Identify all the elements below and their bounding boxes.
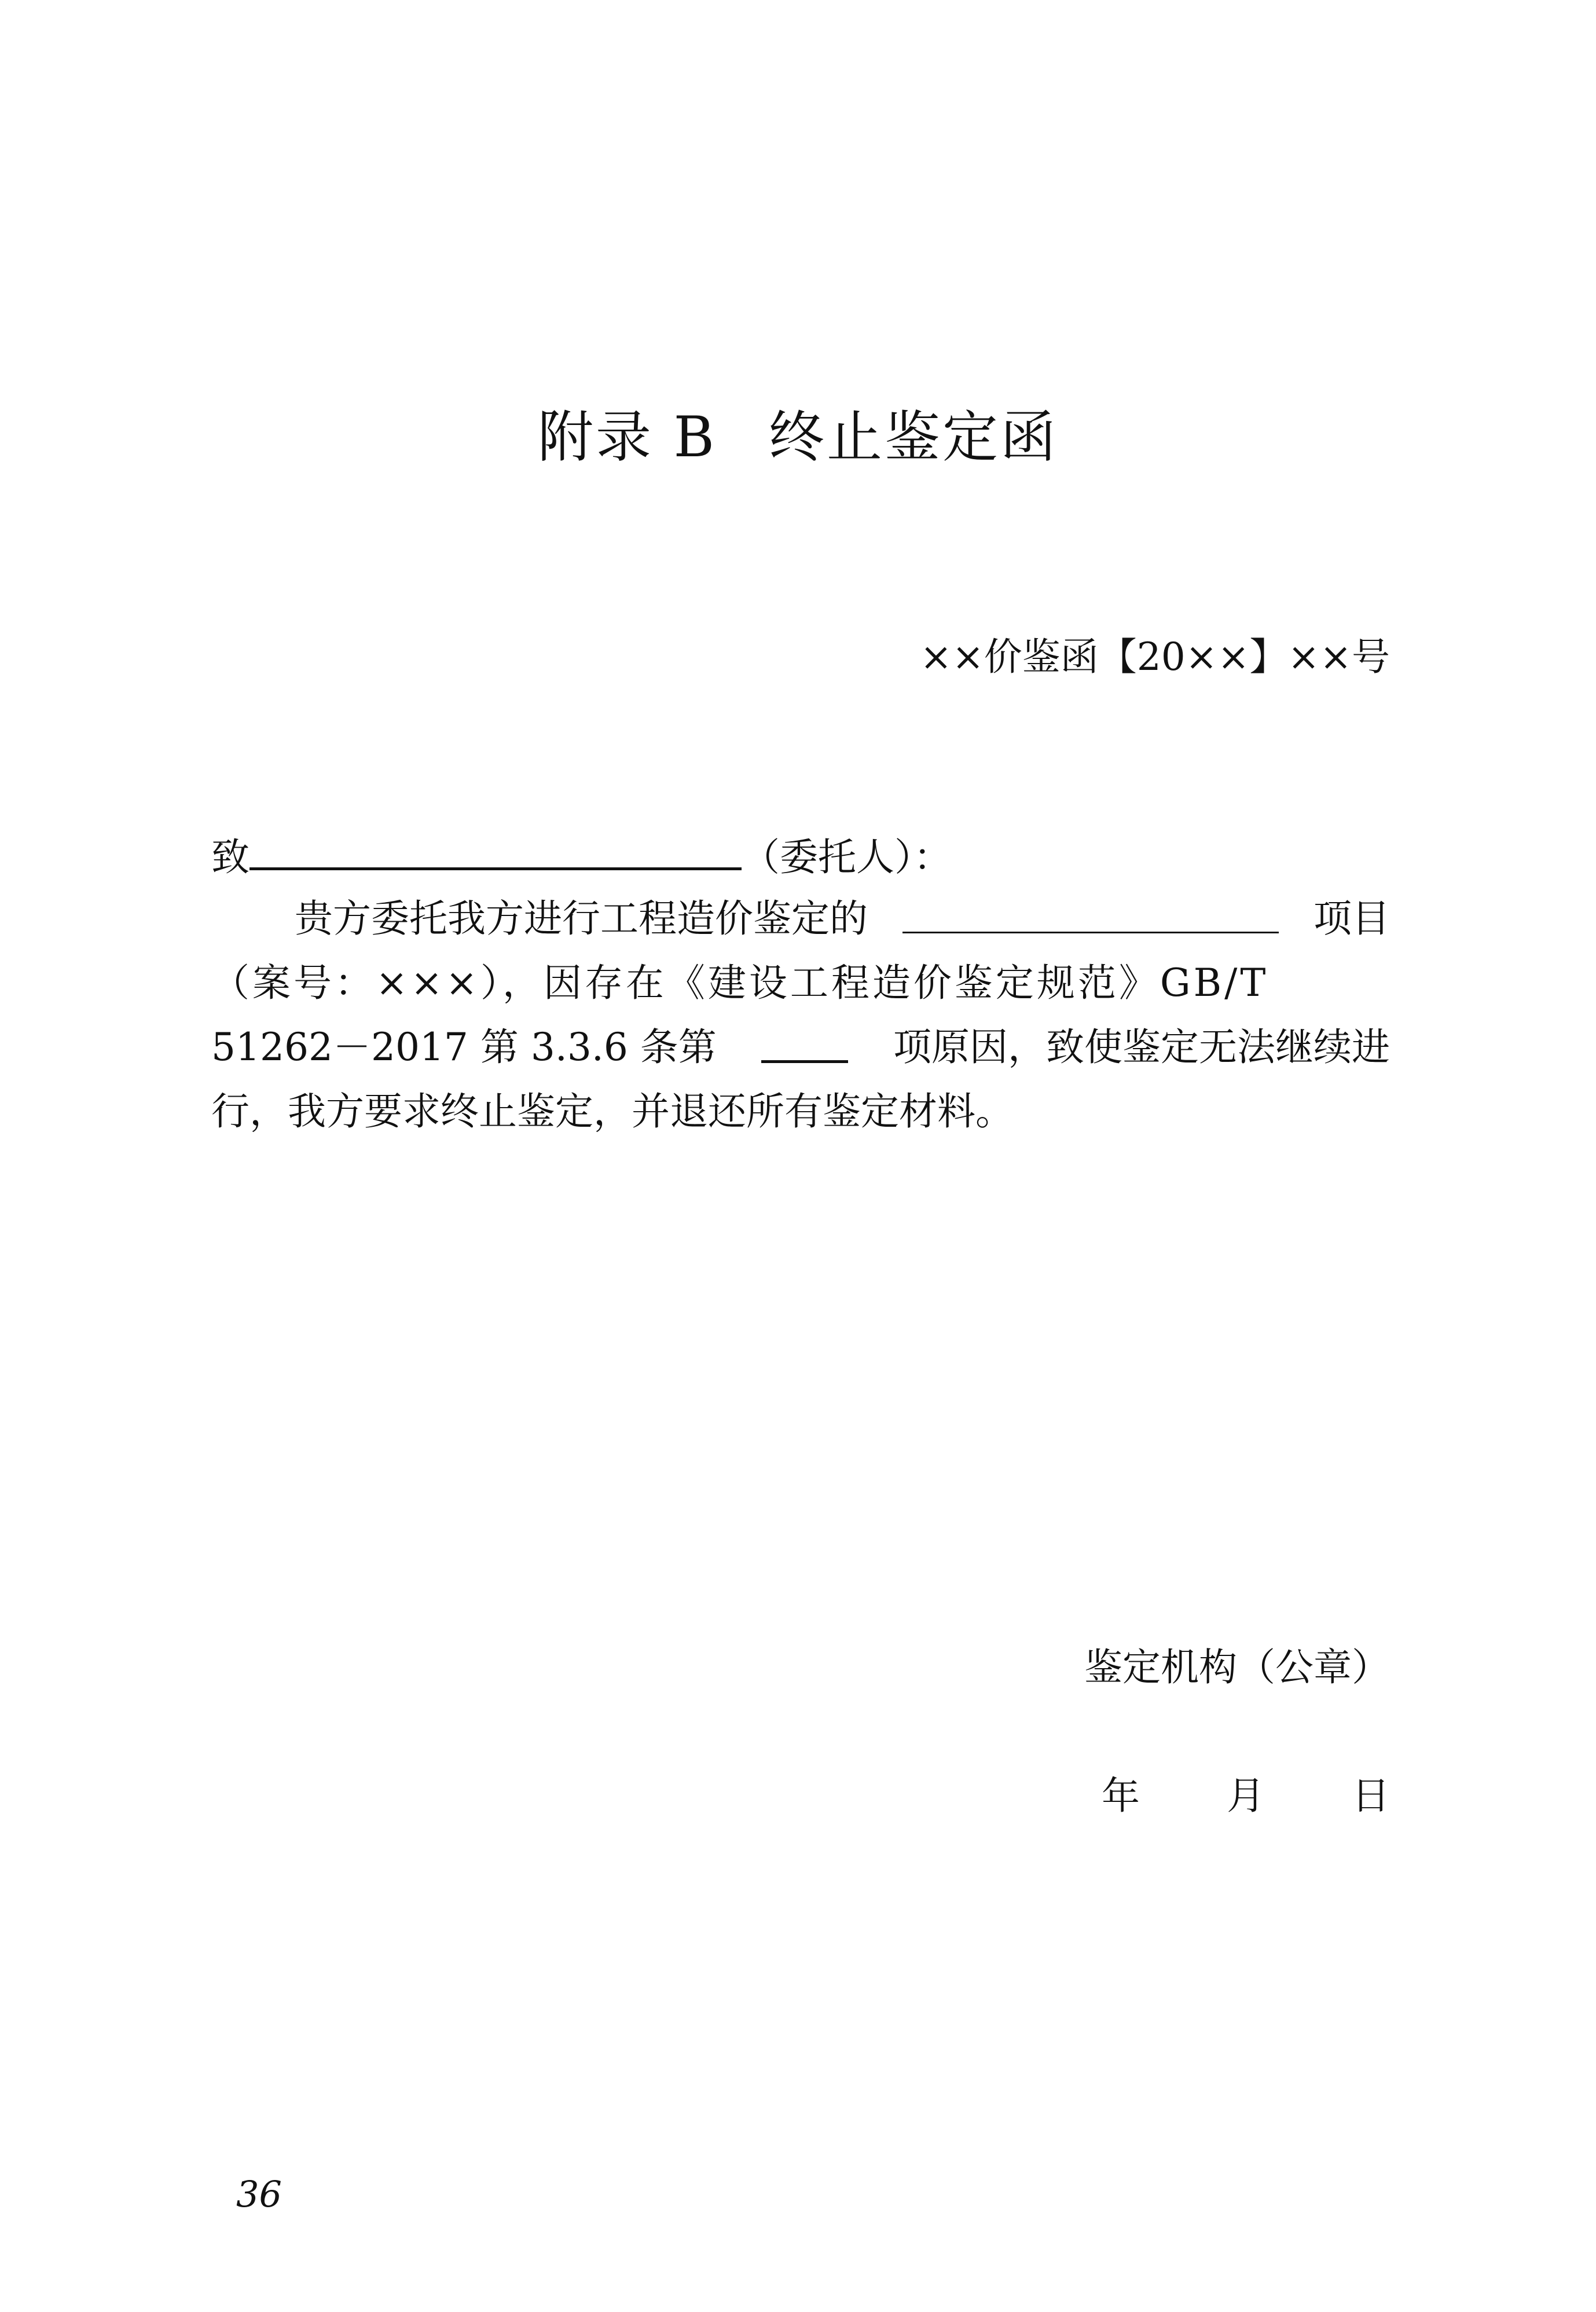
salutation-line — [211, 822, 1390, 886]
body-line-4 — [211, 1079, 1390, 1144]
body-line-2 — [211, 951, 1390, 1015]
project-name-blank[interactable] — [902, 886, 1279, 933]
page-number: 36 — [236, 2173, 282, 2215]
body-line-4-text: 行，我方要求终止鉴定，并退还所有鉴定材料。 — [211, 1089, 1014, 1134]
body-line-3 — [211, 1015, 1390, 1079]
date-line — [1102, 1767, 1390, 1825]
letter-title: 终止鉴定函 — [769, 405, 1059, 470]
letter-body — [211, 822, 1390, 1144]
salutation-suffix: （委托人）： — [742, 835, 952, 880]
clause-item-blank[interactable] — [761, 1015, 848, 1063]
body-line-1-end: 项目 — [1314, 896, 1390, 941]
body-line-2-text: （案号：×××），因存在《建设工程造价鉴定规范》GB/T — [211, 961, 1269, 1005]
client-name-blank[interactable] — [250, 822, 742, 870]
body-line-3-end: 项原因，致使鉴定无法继续进 — [893, 1025, 1390, 1069]
reference-number: ××价鉴函【20××】××号 — [920, 635, 1390, 679]
body-line-3-start: 51262－2017 第 3.3.6 条第 — [211, 1025, 717, 1069]
appendix-label: 附录 B — [537, 405, 717, 470]
date-month: 月 — [1227, 1774, 1265, 1818]
signature-label: 鉴定机构（公章） — [1084, 1645, 1390, 1690]
page-title — [0, 400, 1596, 475]
date-day: 日 — [1352, 1774, 1390, 1818]
body-line-1-start: 贵方委托我方进行工程造价鉴定的 — [295, 896, 868, 941]
body-line-1 — [211, 886, 1390, 951]
salutation-prefix: 致 — [211, 835, 250, 880]
date-year: 年 — [1102, 1774, 1140, 1818]
